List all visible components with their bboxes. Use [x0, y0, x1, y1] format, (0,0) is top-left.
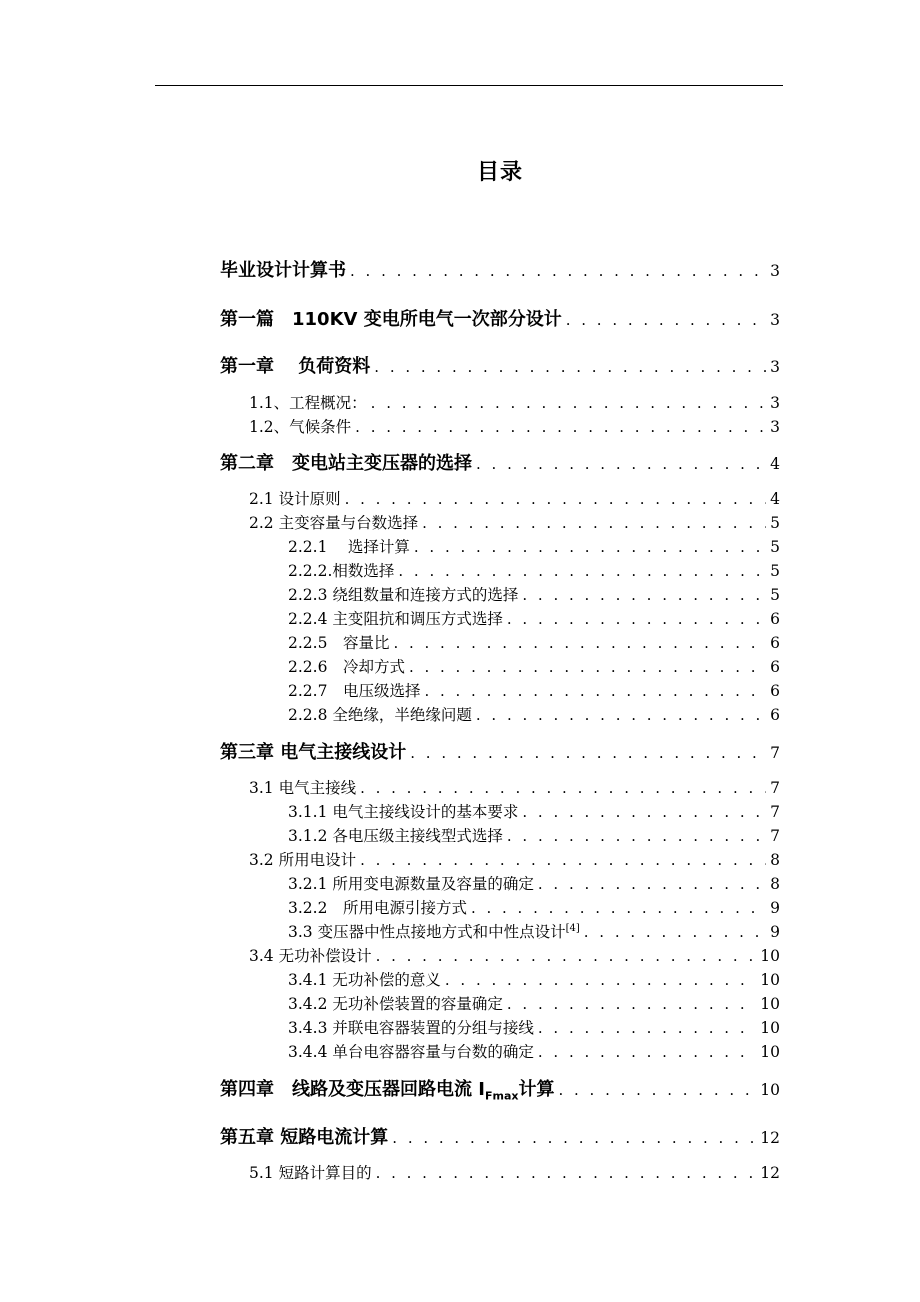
dot-leader [398, 559, 766, 583]
toc-entry-label: 毕业设计计算书 [220, 260, 346, 281]
toc-page-number: 6 [770, 706, 780, 724]
toc-entry[interactable] [288, 607, 780, 631]
toc-entry[interactable] [288, 1016, 780, 1040]
toc-entry-label: 3.3 变压器中性点接地方式和中性点设计[4] [288, 922, 580, 941]
toc-entry[interactable] [288, 800, 780, 824]
toc-entry[interactable] [288, 631, 780, 655]
toc-page-number: 6 [770, 658, 780, 676]
dot-leader [392, 1126, 756, 1150]
toc-entry-label: 第二章 变电站主变压器的选择 [220, 453, 472, 474]
toc-entry-label: 3.1 电气主接线 [249, 779, 357, 797]
toc-entry[interactable] [249, 391, 780, 415]
toc-entry-label: 第五章 短路电流计算 [220, 1127, 389, 1148]
dot-leader [393, 631, 766, 655]
dot-leader [507, 992, 756, 1016]
dot-leader [371, 391, 766, 415]
toc-entry-label: 2.2.7 电压级选择 [288, 682, 421, 700]
toc-page-number: 10 [760, 947, 780, 965]
toc-entry[interactable] [220, 452, 780, 476]
toc-page-number: 6 [770, 682, 780, 700]
toc-entry[interactable] [288, 920, 780, 944]
toc-page-number: 12 [760, 1129, 780, 1147]
toc-page-number: 4 [770, 490, 780, 508]
toc-page-number: 3 [770, 418, 780, 436]
dot-leader [350, 259, 766, 283]
dot-leader [376, 1161, 757, 1185]
toc-entry[interactable] [249, 776, 780, 800]
dot-leader [522, 583, 766, 607]
toc-page-number: 3 [770, 311, 780, 329]
dot-leader [422, 511, 766, 535]
dot-leader [409, 655, 766, 679]
toc-entry[interactable] [220, 1078, 780, 1102]
toc-page-number: 10 [760, 1081, 780, 1099]
toc-entry-label: 2.2.2.相数选择 [288, 562, 395, 580]
toc-entry[interactable] [288, 535, 780, 559]
toc-page-number: 9 [770, 899, 780, 917]
toc-entry-label: 3.4.3 并联电容器装置的分组与接线 [288, 1019, 534, 1037]
toc-page-number: 7 [770, 744, 780, 762]
toc-entry[interactable] [249, 511, 780, 535]
toc-page-number: 9 [770, 923, 780, 941]
dot-leader [538, 1016, 756, 1040]
toc-entry-label: 2.2.3 绕组数量和连接方式的选择 [288, 586, 519, 604]
toc-page-number: 5 [770, 538, 780, 556]
toc-page-number: 10 [760, 1043, 780, 1061]
dot-leader [445, 968, 756, 992]
dot-leader [538, 872, 766, 896]
dot-leader [360, 776, 766, 800]
dot-leader [538, 1040, 756, 1064]
dot-leader [507, 824, 766, 848]
dot-leader [410, 741, 766, 765]
toc-page-number: 7 [770, 827, 780, 845]
toc-entry[interactable] [288, 655, 780, 679]
toc-page-number: 8 [770, 851, 780, 869]
toc-entry-label: 第四章 线路及变压器回路电流 $I_{Fmax}$计算 [220, 1079, 555, 1103]
subscript: Fmax [484, 1089, 519, 1103]
dot-leader [476, 452, 766, 476]
toc-page-number: 5 [770, 514, 780, 532]
toc-entry[interactable] [288, 679, 780, 703]
citation-ref: [4] [565, 922, 580, 934]
toc-entry-label: 第三章 电气主接线设计 [220, 742, 407, 763]
dot-leader [374, 355, 766, 379]
toc-entry[interactable] [220, 741, 780, 765]
page-title: 目录 [476, 160, 523, 185]
toc-entry-label: 3.1.2 各电压级主接线型式选择 [288, 827, 503, 845]
toc-entry[interactable] [288, 824, 780, 848]
toc-entry[interactable] [288, 559, 780, 583]
toc-page-number: 10 [760, 995, 780, 1013]
toc-entry[interactable] [249, 848, 780, 872]
toc-entry-label: 3.4.1 无功补偿的意义 [288, 971, 441, 989]
toc-page-number: 5 [770, 586, 780, 604]
dot-leader [507, 607, 766, 631]
toc-entry[interactable] [249, 944, 780, 968]
toc-entry[interactable] [288, 992, 780, 1016]
toc-entry-label: 1.2、气候条件 [249, 418, 352, 436]
toc-page-number: 4 [770, 455, 780, 473]
toc-entry[interactable] [288, 896, 780, 920]
dot-leader [355, 415, 766, 439]
dot-leader [414, 535, 766, 559]
toc-entry-label: 2.2.8 全绝缘，半绝缘问题 [288, 706, 472, 724]
toc-entry-label: 3.4 无功补偿设计 [249, 947, 372, 965]
toc-entry[interactable] [288, 1040, 780, 1064]
toc-entry[interactable] [220, 1126, 780, 1150]
dot-leader [476, 703, 766, 727]
toc-entry-label: 3.4.4 单台电容器容量与台数的确定 [288, 1043, 534, 1061]
toc-entry-label: 2.1 设计原则 [249, 490, 341, 508]
toc-page-number: 7 [770, 803, 780, 821]
dot-leader [566, 308, 766, 332]
toc-page-number: 7 [770, 779, 780, 797]
dot-leader [471, 896, 766, 920]
toc-entry[interactable] [288, 872, 780, 896]
dot-leader [345, 487, 767, 511]
toc-page-number: 5 [770, 562, 780, 580]
toc-entry-label: 3.4.2 无功补偿装置的容量确定 [288, 995, 503, 1013]
toc-page-number: 6 [770, 610, 780, 628]
toc-page-number: 10 [760, 1019, 780, 1037]
toc-page-number: 3 [770, 394, 780, 412]
toc-entry[interactable] [288, 583, 780, 607]
toc-entry-label: 2.2.1 选择计算 [288, 538, 410, 556]
toc-entry-label: 第一章 负荷资料 [220, 356, 371, 377]
toc-entry-label: 3.2 所用电设计 [249, 851, 357, 869]
toc-entry[interactable] [220, 259, 780, 283]
toc-entry-label: 第一篇 110KV 变电所电气一次部分设计 [220, 309, 562, 330]
toc-entry-label: 2.2.4 主变阻抗和调压方式选择 [288, 610, 503, 628]
toc-entry-label: 2.2.6 冷却方式 [288, 658, 405, 676]
toc-entry-label: 2.2.5 容量比 [288, 634, 390, 652]
toc-entry[interactable] [220, 308, 780, 332]
toc-entry[interactable] [249, 415, 780, 439]
toc-page-number: 3 [770, 262, 780, 280]
toc-page-number: 6 [770, 634, 780, 652]
toc-entry[interactable] [288, 703, 780, 727]
toc-entry-label: 3.2.1 所用变电源数量及容量的确定 [288, 875, 534, 893]
toc-entry-label: 1.1、工程概况： [249, 394, 367, 412]
toc-entry-label: 2.2 主变容量与台数选择 [249, 514, 419, 532]
toc-entry-label: 5.1 短路计算目的 [249, 1164, 372, 1182]
dot-leader [424, 679, 766, 703]
toc-entry[interactable] [220, 355, 780, 379]
toc-entry[interactable] [288, 968, 780, 992]
dot-leader [522, 800, 766, 824]
toc-page-number: 12 [760, 1164, 780, 1182]
toc-page-number: 3 [770, 358, 780, 376]
dot-leader [376, 944, 757, 968]
toc-entry[interactable] [249, 1161, 780, 1185]
dot-leader [584, 920, 766, 944]
toc-entry-label: 3.1.1 电气主接线设计的基本要求 [288, 803, 519, 821]
toc-entry[interactable] [249, 487, 780, 511]
toc-page-number: 8 [770, 875, 780, 893]
dot-leader [360, 848, 766, 872]
dot-leader [558, 1078, 756, 1102]
toc-page-number: 10 [760, 971, 780, 989]
toc-entry-label: 3.2.2 所用电源引接方式 [288, 899, 467, 917]
